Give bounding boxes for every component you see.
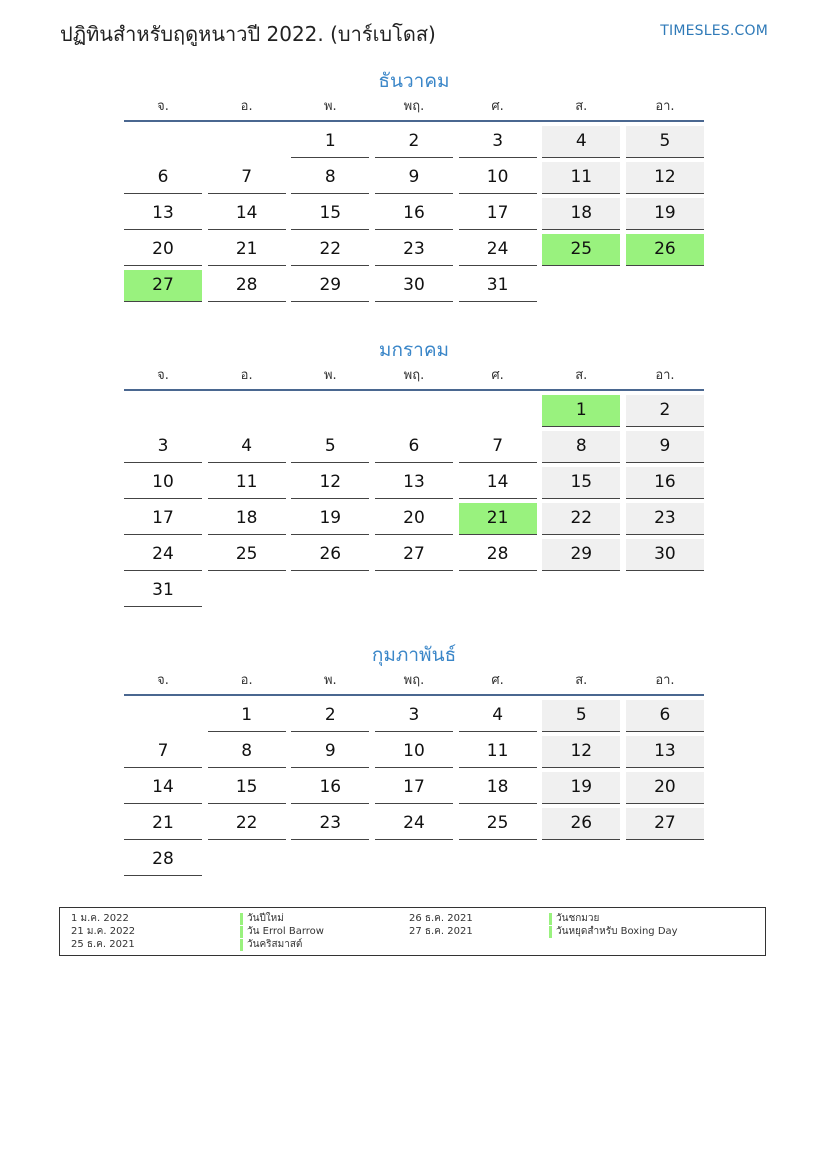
day-cell[interactable]: 4 [459, 700, 537, 732]
weekday-label: อ. [240, 368, 253, 383]
day-cell[interactable]: 27 [124, 270, 202, 302]
day-cell[interactable]: 1 [542, 395, 620, 427]
day-cell[interactable]: 10 [124, 467, 202, 499]
day-cell[interactable]: 19 [626, 198, 704, 230]
weekday-header [124, 672, 704, 696]
empty-day-cell [208, 844, 286, 876]
weekday-label: พฤ. [403, 673, 425, 688]
weekday-label: จ. [157, 673, 169, 688]
day-cell[interactable]: 7 [208, 162, 286, 194]
day-cell[interactable]: 26 [291, 539, 369, 571]
weekday-header [124, 367, 704, 391]
day-cell[interactable]: 27 [626, 808, 704, 840]
day-cell[interactable]: 29 [291, 270, 369, 302]
weekday-label: ส. [575, 673, 588, 688]
day-cell[interactable]: 11 [542, 162, 620, 194]
weekday-label: อา. [655, 368, 675, 383]
day-cell[interactable]: 8 [291, 162, 369, 194]
weekday-label: พ. [323, 368, 337, 383]
weekday-label: ศ. [491, 673, 504, 688]
legend-date: 1 ม.ค. 2022 [71, 913, 129, 924]
legend-date: 27 ธ.ค. 2021 [409, 926, 473, 937]
legend-holiday-name: วันคริสมาสต์ [240, 939, 302, 951]
day-cell[interactable]: 15 [542, 467, 620, 499]
day-cell[interactable]: 15 [291, 198, 369, 230]
empty-day-cell [291, 844, 369, 876]
legend-holiday-name: วันชกมวย [549, 913, 599, 925]
day-cell[interactable]: 13 [626, 736, 704, 768]
weekday-label: จ. [157, 368, 169, 383]
weekday-label: พฤ. [403, 368, 425, 383]
day-cell[interactable]: 29 [542, 539, 620, 571]
day-cell[interactable]: 6 [375, 431, 453, 463]
day-cell[interactable]: 1 [208, 700, 286, 732]
day-cell[interactable]: 10 [375, 736, 453, 768]
legend-holiday-name: วันหยุดสำหรับ Boxing Day [549, 926, 678, 938]
day-cell[interactable]: 12 [542, 736, 620, 768]
weekday-label: อา. [655, 673, 675, 688]
day-cell[interactable]: 27 [375, 539, 453, 571]
day-cell[interactable]: 19 [542, 772, 620, 804]
weekday-label: พ. [323, 99, 337, 114]
day-cell[interactable]: 1 [291, 126, 369, 158]
day-cell[interactable]: 11 [459, 736, 537, 768]
legend-date: 21 ม.ค. 2022 [71, 926, 136, 937]
empty-day-cell [208, 126, 286, 158]
day-cell[interactable]: 12 [291, 467, 369, 499]
empty-day-cell [542, 270, 620, 302]
day-cell[interactable]: 22 [291, 234, 369, 266]
empty-day-cell [626, 844, 704, 876]
legend-item [71, 926, 324, 939]
empty-day-cell [291, 575, 369, 607]
weekday-label: ส. [575, 368, 588, 383]
legend-item [409, 926, 678, 939]
empty-day-cell [459, 395, 537, 427]
weekday-label: ศ. [491, 99, 504, 114]
day-cell[interactable]: 20 [626, 772, 704, 804]
empty-day-cell [626, 270, 704, 302]
week-row [124, 198, 704, 230]
day-cell[interactable]: 3 [459, 126, 537, 158]
day-cell[interactable]: 28 [208, 270, 286, 302]
page-title: ปฏิทินสำหรับฤดูหนาวปี 2022. (บาร์เบโดส) [60, 22, 436, 46]
day-cell[interactable]: 25 [542, 234, 620, 266]
empty-day-cell [291, 395, 369, 427]
day-cell[interactable]: 6 [124, 162, 202, 194]
week-row [124, 808, 704, 840]
empty-day-cell [375, 844, 453, 876]
day-cell[interactable]: 5 [542, 700, 620, 732]
day-cell[interactable]: 23 [291, 808, 369, 840]
day-cell[interactable]: 30 [626, 539, 704, 571]
day-cell[interactable]: 2 [291, 700, 369, 732]
empty-day-cell [124, 700, 202, 732]
day-cell[interactable]: 19 [291, 503, 369, 535]
legend-holiday-name: วันปีใหม่ [240, 913, 284, 925]
day-cell[interactable]: 22 [208, 808, 286, 840]
day-cell[interactable]: 16 [626, 467, 704, 499]
legend-date: 25 ธ.ค. 2021 [71, 939, 135, 950]
weekday-label: พฤ. [403, 99, 425, 114]
day-cell[interactable]: 15 [208, 772, 286, 804]
week-row [124, 772, 704, 804]
week-row [124, 270, 704, 302]
empty-day-cell [208, 395, 286, 427]
week-row [124, 700, 704, 732]
day-cell[interactable]: 9 [626, 431, 704, 463]
day-cell[interactable]: 31 [124, 575, 202, 607]
day-cell[interactable]: 25 [459, 808, 537, 840]
day-cell[interactable]: 2 [626, 395, 704, 427]
legend-item [409, 913, 600, 926]
day-cell[interactable]: 7 [459, 431, 537, 463]
day-cell[interactable]: 17 [375, 772, 453, 804]
day-cell[interactable]: 23 [626, 503, 704, 535]
week-row [124, 575, 704, 607]
week-row [124, 736, 704, 768]
day-cell[interactable]: 21 [124, 808, 202, 840]
empty-day-cell [542, 844, 620, 876]
empty-day-cell [459, 575, 537, 607]
empty-day-cell [459, 844, 537, 876]
week-row [124, 539, 704, 571]
day-cell[interactable]: 18 [208, 503, 286, 535]
day-cell[interactable]: 5 [291, 431, 369, 463]
weekday-label: ส. [575, 99, 588, 114]
empty-day-cell [124, 395, 202, 427]
day-cell[interactable]: 26 [542, 808, 620, 840]
day-cell[interactable]: 25 [208, 539, 286, 571]
empty-day-cell [124, 126, 202, 158]
day-cell[interactable]: 28 [124, 844, 202, 876]
week-row [124, 126, 704, 158]
day-cell[interactable]: 17 [459, 198, 537, 230]
empty-day-cell [375, 575, 453, 607]
week-row [124, 395, 704, 427]
week-row [124, 467, 704, 499]
week-row [124, 844, 704, 876]
day-cell[interactable]: 28 [459, 539, 537, 571]
legend-date: 26 ธ.ค. 2021 [409, 913, 473, 924]
day-cell[interactable]: 16 [375, 198, 453, 230]
legend-holiday-name: วัน Errol Barrow [240, 926, 324, 938]
day-cell[interactable]: 3 [375, 700, 453, 732]
day-cell[interactable]: 14 [124, 772, 202, 804]
week-row [124, 503, 704, 535]
day-cell[interactable]: 24 [375, 808, 453, 840]
day-cell[interactable]: 21 [459, 503, 537, 535]
empty-day-cell [626, 575, 704, 607]
day-cell[interactable]: 30 [375, 270, 453, 302]
holiday-legend [59, 907, 766, 956]
day-cell[interactable]: 20 [124, 234, 202, 266]
legend-item [71, 913, 284, 926]
month-december [124, 64, 704, 306]
day-cell[interactable]: 2 [375, 126, 453, 158]
day-cell[interactable]: 5 [626, 126, 704, 158]
weekday-label: พ. [323, 673, 337, 688]
month-title: ธันวาคม [378, 70, 450, 92]
empty-day-cell [375, 395, 453, 427]
day-cell[interactable]: 14 [459, 467, 537, 499]
week-row [124, 234, 704, 266]
day-cell[interactable]: 4 [542, 126, 620, 158]
day-cell[interactable]: 6 [626, 700, 704, 732]
day-cell[interactable]: 10 [459, 162, 537, 194]
weekday-label: อ. [240, 673, 253, 688]
day-cell[interactable]: 13 [124, 198, 202, 230]
day-cell[interactable]: 8 [542, 431, 620, 463]
empty-day-cell [542, 575, 620, 607]
day-cell[interactable]: 17 [124, 503, 202, 535]
day-cell[interactable]: 21 [208, 234, 286, 266]
week-row [124, 431, 704, 463]
month-february [124, 638, 704, 880]
day-cell[interactable]: 9 [375, 162, 453, 194]
weekday-label: จ. [157, 99, 169, 114]
day-cell[interactable]: 22 [542, 503, 620, 535]
week-row [124, 162, 704, 194]
day-cell[interactable]: 3 [124, 431, 202, 463]
day-cell[interactable]: 31 [459, 270, 537, 302]
day-cell[interactable]: 26 [626, 234, 704, 266]
day-cell[interactable]: 11 [208, 467, 286, 499]
month-title: กุมภาพันธ์ [371, 644, 457, 666]
legend-item [71, 939, 303, 952]
day-cell[interactable]: 9 [291, 736, 369, 768]
day-cell[interactable]: 7 [124, 736, 202, 768]
day-cell[interactable]: 18 [459, 772, 537, 804]
day-cell[interactable]: 4 [208, 431, 286, 463]
day-cell[interactable]: 20 [375, 503, 453, 535]
day-cell[interactable]: 23 [375, 234, 453, 266]
weekday-header [124, 98, 704, 122]
day-cell[interactable]: 12 [626, 162, 704, 194]
weekday-label: ศ. [491, 368, 504, 383]
empty-day-cell [208, 575, 286, 607]
month-january [124, 333, 704, 611]
weekday-label: อา. [655, 99, 675, 114]
day-cell[interactable]: 24 [459, 234, 537, 266]
day-cell[interactable]: 24 [124, 539, 202, 571]
day-cell[interactable]: 18 [542, 198, 620, 230]
day-cell[interactable]: 8 [208, 736, 286, 768]
day-cell[interactable]: 13 [375, 467, 453, 499]
day-cell[interactable]: 16 [291, 772, 369, 804]
site-logo-text[interactable]: TIMESLES.COM [660, 23, 768, 39]
day-cell[interactable]: 14 [208, 198, 286, 230]
month-title: มกราคม [378, 339, 450, 361]
weekday-label: อ. [240, 99, 253, 114]
